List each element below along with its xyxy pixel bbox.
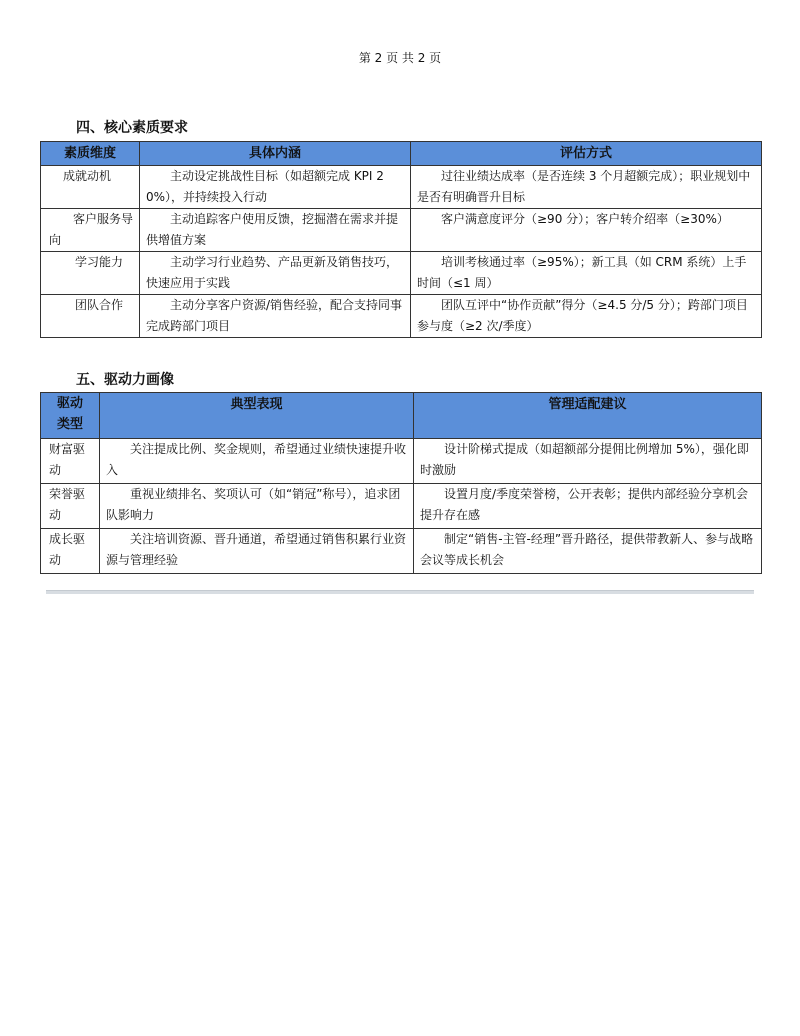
core-qualities-table — [40, 141, 762, 338]
cell-type: 成长驱动 — [41, 529, 100, 574]
cell-content: 主动追踪客户使用反馈，挖掘潜在需求并提供增值方案 — [140, 209, 411, 252]
column-header-assessment: 评估方式 — [411, 142, 762, 166]
table-row — [41, 209, 762, 252]
cell-behavior: 关注培训资源、晋升通道，希望通过销售积累行业资源与管理经验 — [100, 529, 414, 574]
cell-assessment: 培训考核通过率（≥95%）；新工具（如 CRM 系统）上手时间（≤1 周） — [411, 252, 762, 295]
column-header-dimension: 素质维度 — [41, 142, 140, 166]
cell-assessment: 团队互评中“协作贡献”得分（≥4.5 分/5 分）；跨部门项目参与度（≥2 次/季度） — [411, 295, 762, 338]
cell-content: 主动分享客户资源/销售经验，配合支持同事完成跨部门项目 — [140, 295, 411, 338]
cell-advice: 设计阶梯式提成（如超额部分提佣比例增加 5%），强化即时激励 — [414, 439, 762, 484]
cell-type: 荣誉驱动 — [41, 484, 100, 529]
cell-type: 财富驱动 — [41, 439, 100, 484]
table-row — [41, 439, 762, 484]
cell-advice: 制定“销售-主管-经理”晋升路径，提供带教新人、参与战略会议等成长机会 — [414, 529, 762, 574]
cell-assessment: 客户满意度评分（≥90 分）；客户转介绍率（≥30%） — [411, 209, 762, 252]
cell-dimension: 客户服务导向 — [41, 209, 140, 252]
table-row — [41, 166, 762, 209]
cell-advice: 设置月度/季度荣誉榜，公开表彰；提供内部经验分享机会提升存在感 — [414, 484, 762, 529]
section-title-drive-profile: 五、驱动力画像 — [76, 372, 174, 388]
column-header-advice: 管理适配建议 — [414, 393, 762, 439]
cell-assessment: 过往业绩达成率（是否连续 3 个月超额完成）；职业规划中是否有明确晋升目标 — [411, 166, 762, 209]
table-row — [41, 252, 762, 295]
horizontal-divider — [46, 590, 754, 594]
page-number-header: 第 2 页 共 2 页 — [358, 51, 442, 65]
cell-behavior: 重视业绩排名、奖项认可（如“销冠”称号），追求团队影响力 — [100, 484, 414, 529]
cell-content: 主动设定挑战性目标（如超额完成 KPI 20%），并持续投入行动 — [140, 166, 411, 209]
cell-content: 主动学习行业趋势、产品更新及销售技巧，快速应用于实践 — [140, 252, 411, 295]
table-row — [41, 529, 762, 574]
column-header-type: 驱动类型 — [41, 393, 100, 439]
drive-profile-table — [40, 392, 762, 574]
cell-dimension: 学习能力 — [41, 252, 140, 295]
column-header-content: 具体内涵 — [140, 142, 411, 166]
table-row — [41, 484, 762, 529]
column-header-behavior: 典型表现 — [100, 393, 414, 439]
cell-behavior: 关注提成比例、奖金规则，希望通过业绩快速提升收入 — [100, 439, 414, 484]
cell-dimension: 团队合作 — [41, 295, 140, 338]
section-title-core-qualities: 四、核心素质要求 — [76, 120, 188, 136]
table-header-row — [41, 393, 762, 439]
cell-dimension: 成就动机 — [41, 166, 140, 209]
table-header-row — [41, 142, 762, 166]
table-row — [41, 295, 762, 338]
